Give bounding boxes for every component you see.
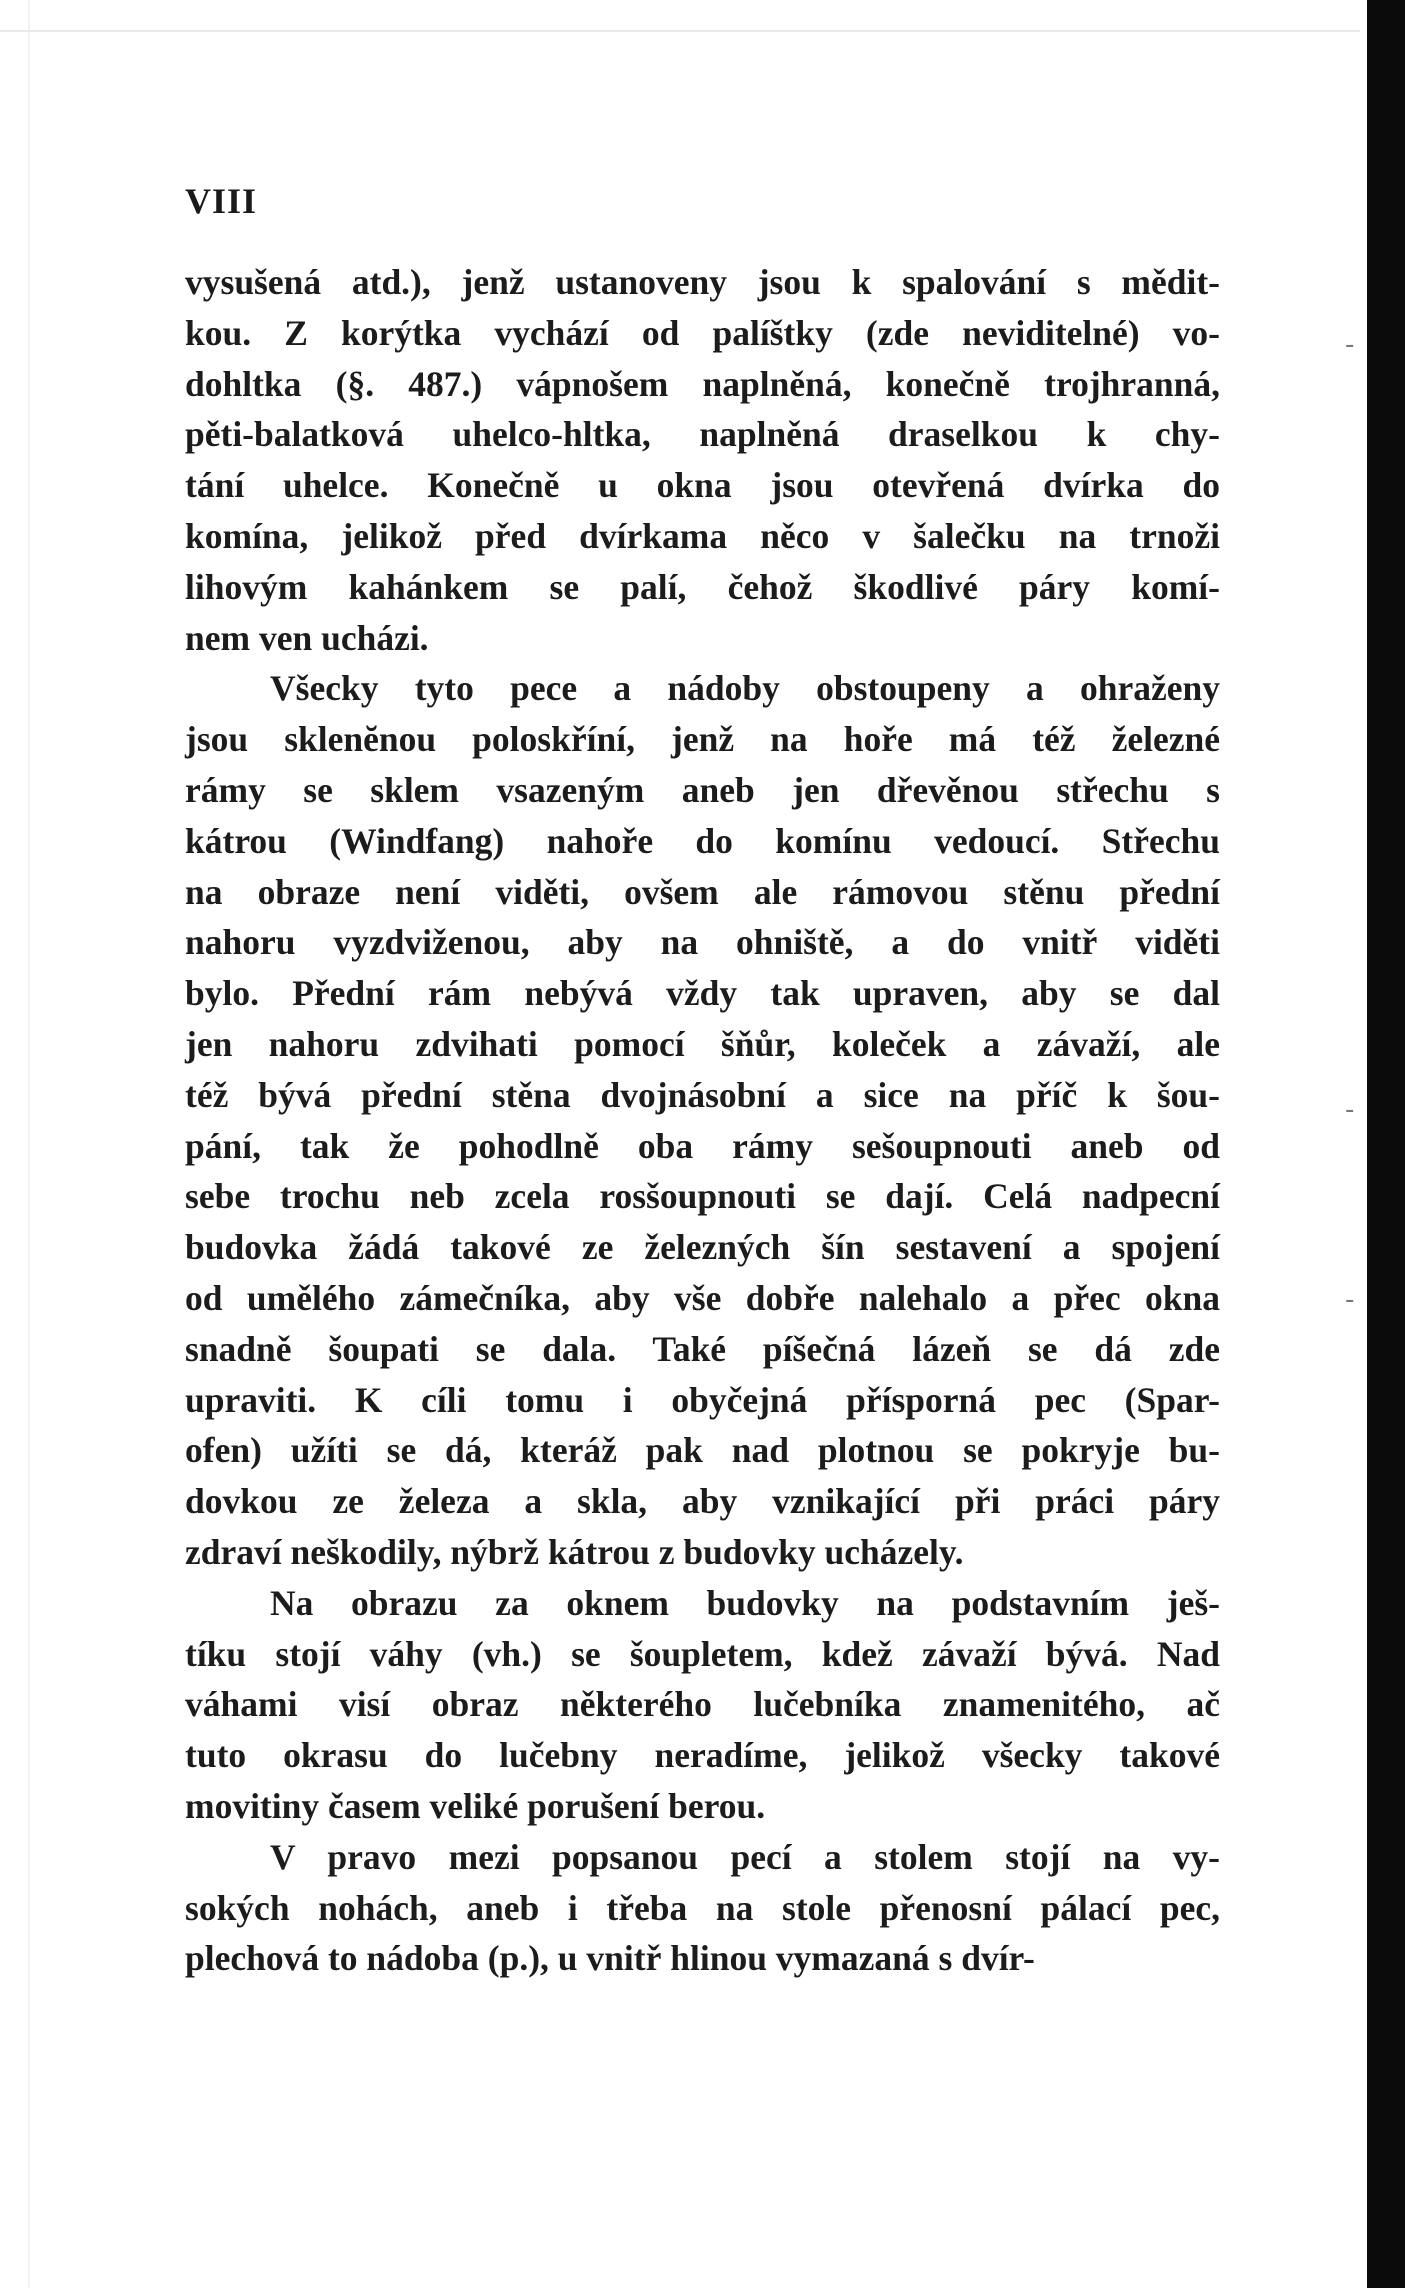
text-line: sokých nohách, aneb i třeba na stole přenosní pálací pec, — [185, 1887, 1220, 1928]
text-line: sebe trochu neb zcela rosšoupnouti se dají. Celá nadpecní — [185, 1176, 1220, 1217]
text-line: lihovým kahánkem se palí, čehož škodlivé páry komí- — [185, 566, 1220, 607]
text-line: kou. Z korýtka vychází od palíštky (zde neviditelné) vo- — [185, 312, 1220, 353]
text-line: nahoru vyzdviženou, aby na ohniště, a do vnitř viděti — [185, 922, 1220, 963]
text-line: jen nahoru zdvihati pomocí šňůr, koleček a závaží, ale — [185, 1023, 1220, 1064]
text-line: plechová to nádoba (p.), u vnitř hlinou vymazaná s dvír- — [185, 1938, 1035, 1979]
paragraph-start-line: V pravo mezi popsanou pecí a stolem stojí na vy- — [270, 1836, 1220, 1877]
page-edge-top — [0, 30, 1360, 32]
text-line: jsou sklenĕnou poloskříní, jenž na hoře má též železné — [185, 719, 1220, 760]
text-line: komína, jelikož před dvírkama něco v šalečku na trnoži — [185, 515, 1220, 556]
scan-border-right — [1367, 0, 1405, 2288]
text-line: váhami visí obraz některého lučebníka znamenitého, ač — [185, 1684, 1220, 1725]
text-line: též bývá přední stěna dvojnásobní a sice na příč k šou- — [185, 1074, 1220, 1115]
paragraph-start-line: Na obrazu za oknem budovky na podstavním ješ- — [270, 1582, 1220, 1623]
text-line: budovka žádá takové ze železných šín sestavení a spojení — [185, 1227, 1220, 1268]
margin-mark: - — [1345, 1095, 1355, 1125]
text-line: tání uhelce. Konečně u okna jsou otevřená dvírka do — [185, 465, 1220, 506]
text-line: pání, tak že pohodlně oba rámy sešoupnouti aneb od — [185, 1125, 1220, 1166]
text-line: snadně šoupati se dala. Také píšečná lázeň se dá zde — [185, 1328, 1220, 1369]
text-line: tíku stojí váhy (vh.) se šoupletem, kdež závaží bývá. Nad — [185, 1633, 1220, 1674]
text-line: pěti-balatková uhelco-hltka, naplněná draselkou k chy- — [185, 414, 1220, 455]
text-line: ofen) užíti se dá, kteráž pak nad plotnou se pokryje bu- — [185, 1430, 1220, 1471]
page-edge-left — [28, 0, 30, 2288]
text-line: od umělého zámečníka, aby vše dobře nalehalo a přec okna — [185, 1277, 1220, 1318]
margin-mark: - — [1345, 1285, 1355, 1315]
text-line: zdraví neškodily, nýbrž kátrou z budovky ucházely. — [185, 1531, 964, 1572]
text-line: dohltka (§. 487.) vápnošem naplněná, konečně trojhranná, — [185, 363, 1220, 404]
text-line: na obraze není viděti, ovšem ale rámovou stěnu přední — [185, 871, 1220, 912]
paragraph-start-line: Všecky tyto pece a nádoby obstoupeny a ohraženy — [270, 668, 1220, 709]
text-line: dovkou ze železa a skla, aby vznikající při práci páry — [185, 1481, 1220, 1522]
body-text — [185, 257, 1220, 1984]
text-line: upraviti. K cíli tomu i obyčejná přísporná pec (Spar- — [185, 1379, 1220, 1420]
text-line: nem ven ucházi. — [185, 617, 429, 658]
text-line: movitiny časem veliké porušení berou. — [185, 1785, 766, 1826]
text-line: tuto okrasu do lučebny neradíme, jelikož všecky takové — [185, 1735, 1220, 1776]
margin-mark: - — [1345, 330, 1355, 360]
text-line: rámy se sklem vsazeným aneb jen dřevěnou střechu s — [185, 769, 1220, 810]
text-line: bylo. Přední rám nebývá vždy tak upraven, aby se dal — [185, 973, 1220, 1014]
text-line: vysušená atd.), jenž ustanoveny jsou k spalování s mědit- — [185, 262, 1220, 302]
page-number: VIII — [185, 181, 258, 221]
text-line: kátrou (Windfang) nahoře do komínu vedoucí. Střechu — [185, 820, 1220, 861]
